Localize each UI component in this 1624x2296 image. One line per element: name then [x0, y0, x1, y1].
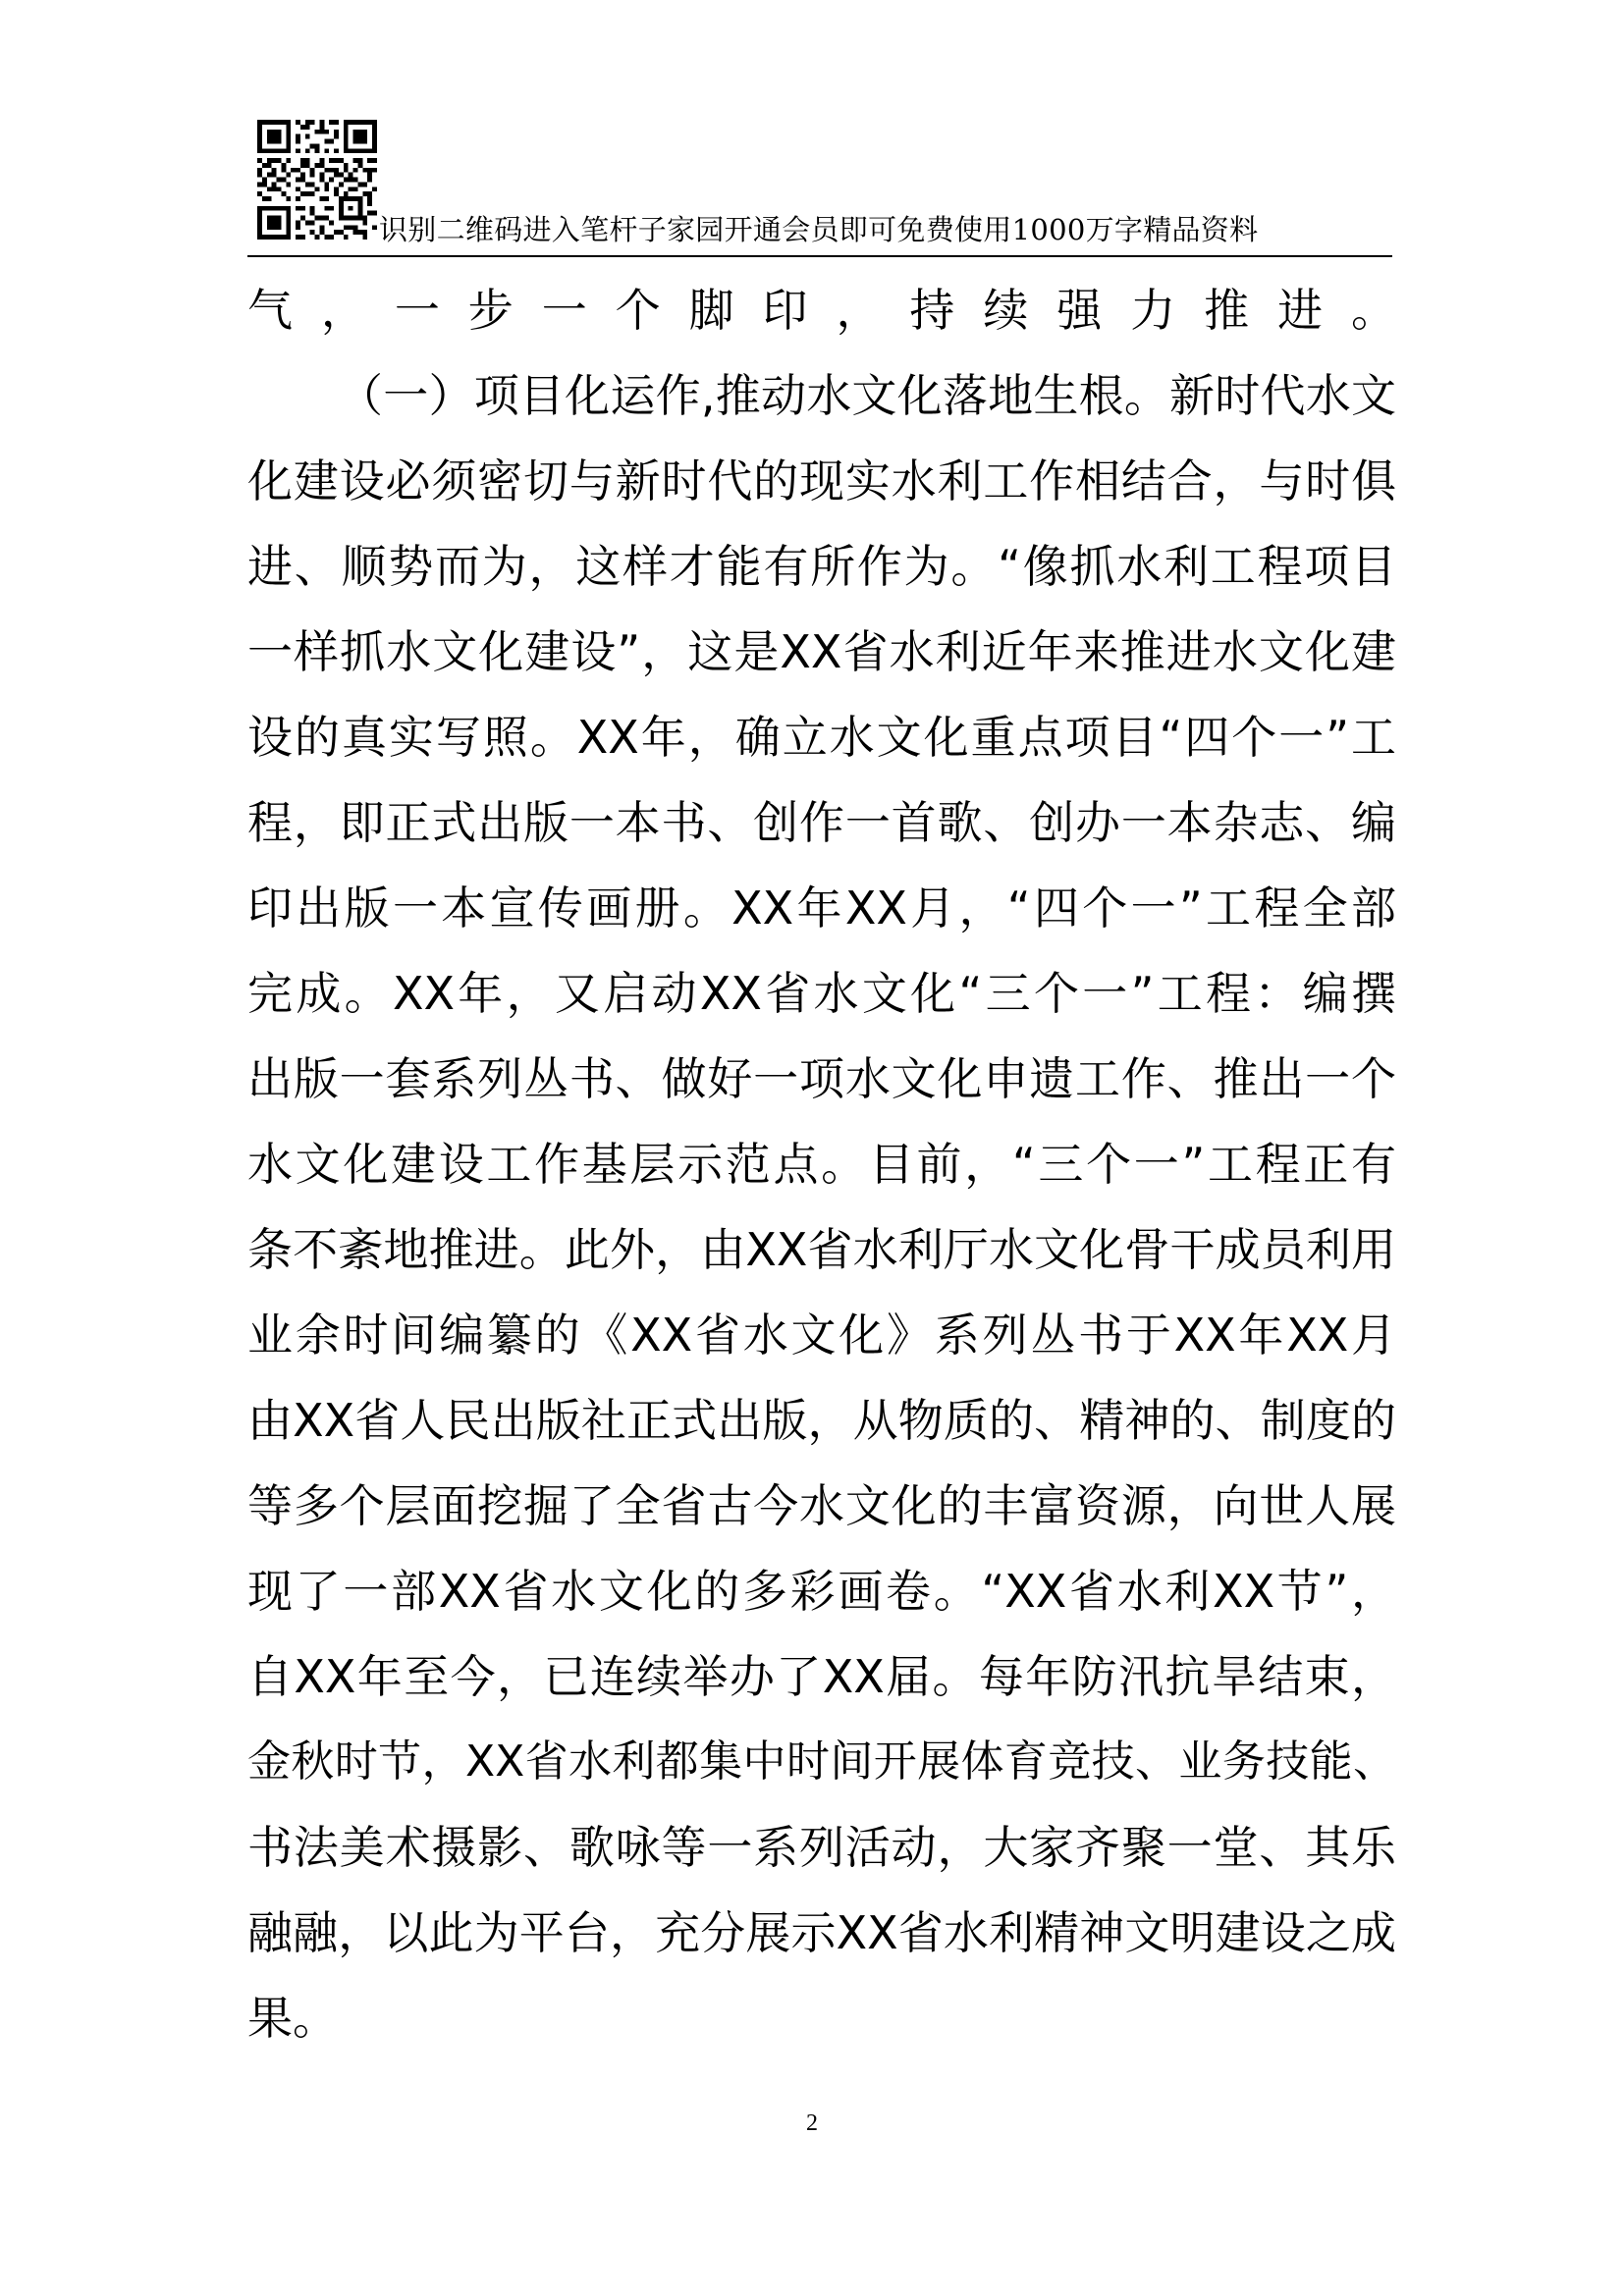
text-line: 条不紊地推进。此外，由XX省水利厅水文化骨干成员利用 [247, 1223, 1396, 1276]
header-promo-text: 识别二维码进入笔杆子家园开通会员即可免费使用1000万字精品资料 [379, 213, 1259, 246]
text-line: （一）项目化运作,推动水文化落地生根。新时代水文 [338, 369, 1396, 422]
text-line: 书法美术摄影、歌咏等一系列活动，大家齐聚一堂、其乐 [247, 1821, 1396, 1874]
text-line: 果。 [247, 1992, 338, 2045]
text-line: 现了一部XX省水文化的多彩画卷。“XX省水利XX节”， [247, 1565, 1396, 1618]
text-line: 金秋时节，XX省水利都集中时间开展体育竞技、业务技能、 [247, 1736, 1396, 1787]
text-line: 融融，以此为平台，充分展示XX省水利精神文明建设之成 [247, 1906, 1396, 1959]
text-line: 气，一步一个脚印，持续强力推进。 [247, 284, 1396, 337]
text-line: 程，即正式出版一本书、创作一首歌、创办一本杂志、编 [247, 796, 1396, 849]
text-line: 等多个层面挖掘了全省古今水文化的丰富资源，向世人展 [247, 1479, 1396, 1532]
text-line: 水文化建设工作基层示范点。目前，“三个一”工程正有 [247, 1138, 1396, 1191]
text-line: 完成。XX年，又启动XX省水文化“三个一”工程：编撰 [247, 967, 1396, 1020]
text-line: 出版一套系列丛书、做好一项水文化申遗工作、推出一个 [247, 1052, 1396, 1105]
qr-code-icon [257, 120, 377, 240]
text-line: 印出版一本宣传画册。XX年XX月，“四个一”工程全部 [247, 881, 1396, 934]
header-divider [247, 255, 1392, 257]
text-line: 业余时间编纂的《XX省水文化》系列丛书于XX年XX月 [247, 1308, 1396, 1362]
text-line: 一样抓水文化建设”，这是XX省水利近年来推进水文化建 [247, 625, 1396, 678]
text-line: 由XX省人民出版社正式出版，从物质的、精神的、制度的 [247, 1394, 1396, 1447]
text-line: 自XX年至今，已连续举办了XX届。每年防汛抗旱结束， [247, 1650, 1396, 1703]
text-line: 设的真实写照。XX年，确立水文化重点项目“四个一”工 [247, 711, 1396, 764]
text-line: 化建设必须密切与新时代的现实水利工作相结合，与时俱 [247, 454, 1396, 507]
page-number: 2 [806, 2110, 818, 2136]
text-line: 进、顺势而为，这样才能有所作为。“像抓水利工程项目 [247, 540, 1396, 593]
